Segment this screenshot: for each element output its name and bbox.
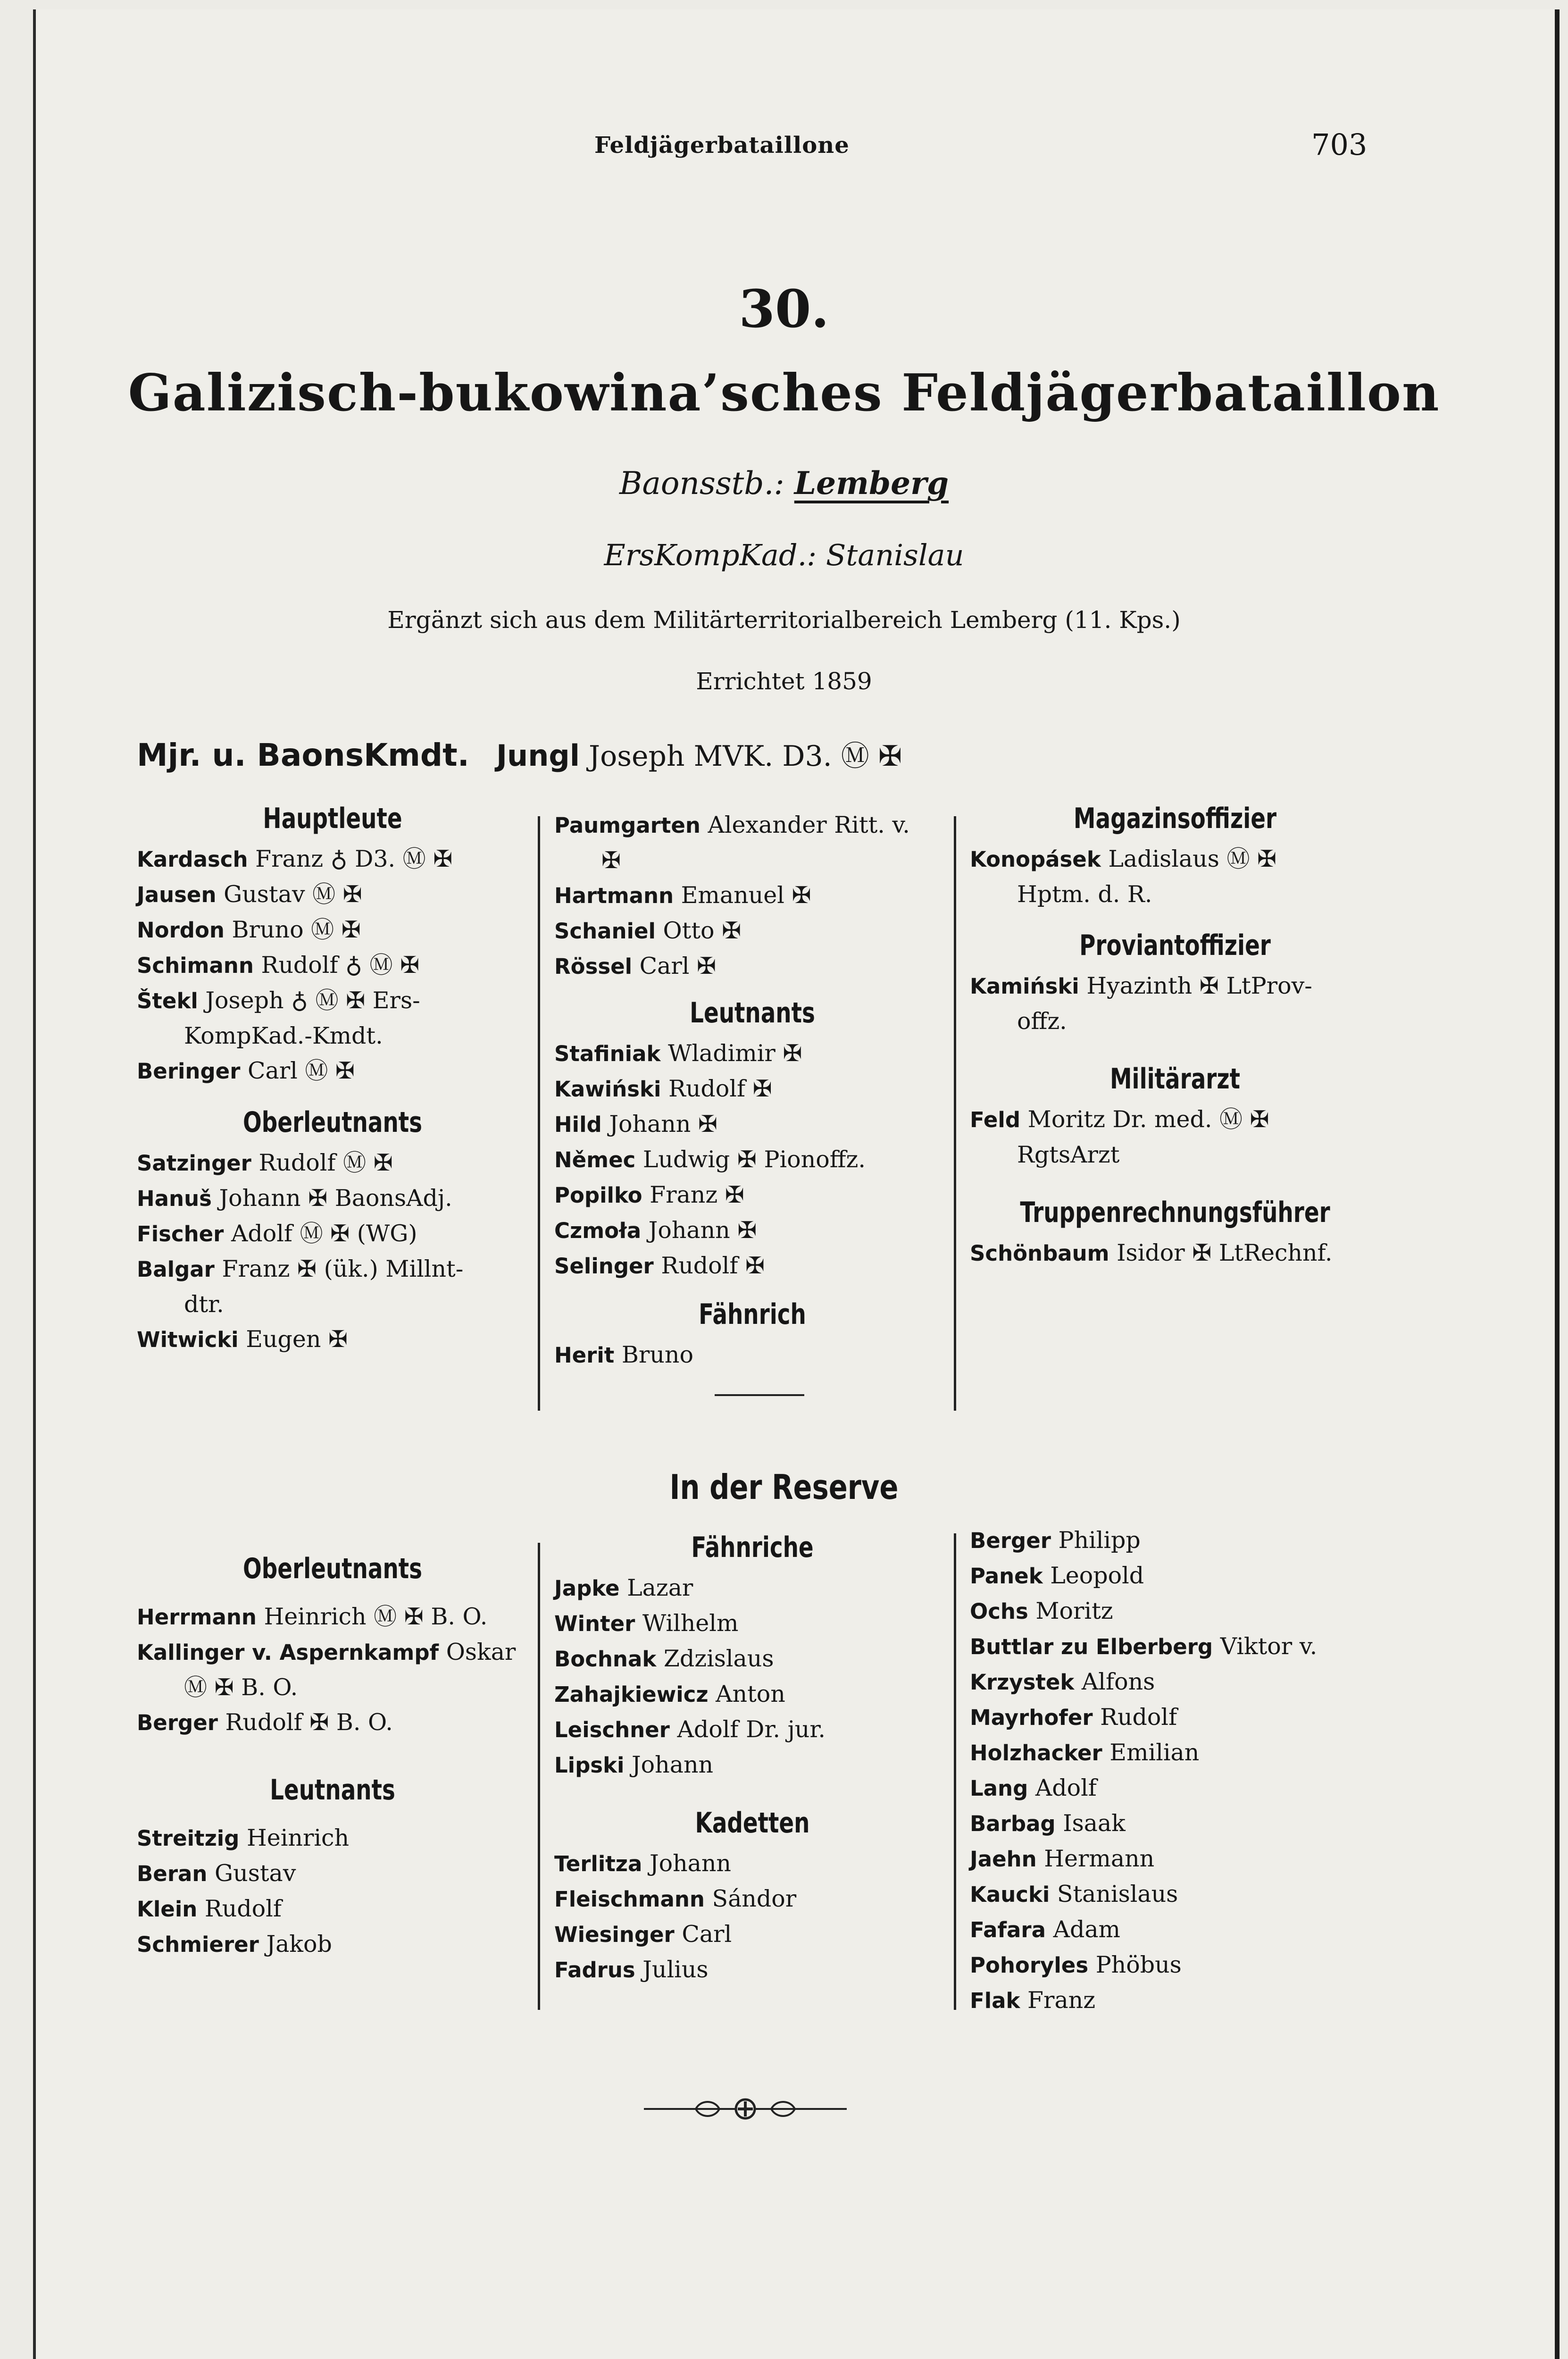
- entry-details: Johann ✠: [648, 1217, 757, 1244]
- entry-details: Franz ♁ D3. Ⓜ ✠: [255, 845, 453, 872]
- entry-details: Bruno: [621, 1341, 693, 1368]
- surname: Herrmann: [137, 1605, 257, 1630]
- surname: Herit: [554, 1343, 615, 1368]
- entry-details: Carl Ⓜ ✠: [247, 1057, 355, 1084]
- reserve-leutnants-list: [137, 1821, 528, 1962]
- surname: Rössel: [554, 954, 633, 979]
- surname: Lipski: [554, 1753, 625, 1778]
- surname: Stafiniak: [554, 1041, 661, 1066]
- reserve-column-1: [137, 1552, 528, 1962]
- surname: Jausen: [137, 882, 217, 907]
- person-entry: [970, 1558, 1394, 1594]
- entry-details: Wilhelm: [642, 1610, 739, 1637]
- surname: Beran: [137, 1861, 208, 1886]
- entry-details: Rudolf ✠: [661, 1252, 765, 1279]
- person-entry: [970, 1877, 1394, 1912]
- entry-details: Rudolf: [1100, 1704, 1177, 1731]
- heading-oberleutnants: Oberleutnants: [242, 1106, 423, 1139]
- surname: Czmoła: [554, 1218, 642, 1243]
- surname: Selinger: [554, 1254, 654, 1279]
- surname: Kallinger v. Aspernkampf: [137, 1640, 439, 1665]
- surname: Schönbaum: [970, 1241, 1109, 1266]
- person-entry: [137, 1705, 528, 1740]
- entry-details: Bruno Ⓜ ✠: [232, 916, 361, 943]
- entry-details: Alexander Ritt. v.: [708, 811, 910, 838]
- person-entry: [970, 1735, 1394, 1771]
- entry-details: Eugen ✠: [246, 1326, 348, 1353]
- surname: Winter: [554, 1611, 635, 1636]
- entry-details: Carl: [682, 1921, 732, 1948]
- entry-details: Moritz Dr. med. Ⓜ ✠: [1027, 1106, 1269, 1133]
- surname: Nordon: [137, 918, 225, 943]
- person-entry: [554, 1952, 951, 1988]
- person-entry: [554, 1142, 951, 1178]
- entry-details: Johann ✠: [609, 1111, 717, 1138]
- person-entry: [137, 1252, 528, 1287]
- surname: Němec: [554, 1147, 636, 1172]
- short-rule: [715, 1394, 804, 1396]
- entry-details: Wladimir ✠: [667, 1040, 802, 1067]
- surname: Leischner: [554, 1717, 670, 1742]
- surname: Paumgarten: [554, 813, 701, 838]
- running-head: Feldjägerbataillone: [594, 132, 850, 159]
- station-name: Lemberg: [794, 465, 949, 502]
- supplement-line: Ergänzt sich aus dem Militärterritorialbereich Lemberg (11. Kps.): [387, 606, 1181, 634]
- entry-continuation: offz.: [1017, 1008, 1067, 1035]
- person-entry: [137, 1599, 528, 1635]
- reserve-title: In der Reserve: [669, 1467, 899, 1507]
- person-entry: [554, 1178, 951, 1213]
- surname: Streitzig: [137, 1826, 240, 1851]
- person-entry: [137, 912, 528, 948]
- person-entry: [554, 1677, 951, 1712]
- person-entry: [554, 1071, 951, 1107]
- person-entry: [137, 1216, 528, 1252]
- person-entry: [137, 842, 528, 877]
- faehnrich-list: [554, 1338, 951, 1373]
- surname: Jaehn: [970, 1847, 1037, 1872]
- surname: Pohoryles: [970, 1953, 1089, 1978]
- person-entry: [970, 1700, 1394, 1735]
- person-entry: [970, 1102, 1380, 1138]
- person-entry: [554, 1036, 951, 1071]
- entry-details: Anton: [716, 1681, 785, 1707]
- active-column-3: [970, 802, 1380, 1271]
- surname: Zahajkiewicz: [554, 1682, 709, 1707]
- person-entry: [970, 1629, 1394, 1665]
- founded-line: Errichtet 1859: [696, 668, 872, 695]
- surname: Feld: [970, 1107, 1021, 1132]
- person-entry: [554, 1606, 951, 1641]
- commander-rank: Mjr. u. BaonsKmdt.: [137, 737, 469, 773]
- entry-details: Viktor v.: [1220, 1633, 1318, 1660]
- entry-details: Rudolf: [204, 1895, 282, 1922]
- surname: Flak: [970, 1988, 1020, 2013]
- heading-faehnrich: Fähnrich: [699, 1298, 806, 1331]
- heading-reserve-leutnants: Leutnants: [270, 1773, 395, 1807]
- proviant-list: [970, 969, 1380, 1039]
- hauptleute-cont-list: [554, 808, 951, 984]
- entry-details: Philipp: [1058, 1527, 1141, 1554]
- reserve-column-2: [554, 1531, 951, 1988]
- heading-truppenrechnungsfuehrer: Truppenrechnungsführer: [1020, 1196, 1330, 1229]
- surname: Balgar: [137, 1257, 215, 1282]
- surname: Barbag: [970, 1811, 1056, 1836]
- heading-proviantoffizier: Proviantoffizier: [1079, 929, 1271, 962]
- surname: Mayrhofer: [970, 1705, 1093, 1730]
- surname: Štekl: [137, 988, 198, 1013]
- page-number: 703: [1311, 127, 1368, 162]
- person-entry: [970, 1983, 1394, 2018]
- reserve-col3-list: [970, 1523, 1394, 2018]
- commander-details: Joseph MVK. D3. Ⓜ ✠: [589, 740, 902, 773]
- person-entry: [554, 1571, 951, 1606]
- person-entry: [970, 1912, 1394, 1948]
- entry-details: Adolf Ⓜ ✠ (WG): [231, 1220, 417, 1247]
- surname: Hanuš: [137, 1186, 212, 1211]
- entry-details: Stanislaus: [1057, 1881, 1178, 1907]
- heading-hauptleute: Hauptleute: [263, 802, 402, 835]
- reserve-station: ErsKompKad.: Stanislau: [604, 538, 964, 572]
- entry-details: Adam: [1053, 1916, 1120, 1943]
- person-entry: [554, 878, 951, 913]
- reserve-column-3: [970, 1523, 1394, 2018]
- person-entry: [970, 1665, 1394, 1700]
- entry-details: Zdzislaus: [663, 1645, 774, 1672]
- entry-details: Julius: [642, 1956, 709, 1983]
- person-entry: [970, 842, 1380, 877]
- surname: Krzystek: [970, 1670, 1075, 1695]
- entry-continuation: Hptm. d. R.: [1017, 881, 1152, 908]
- reserve-kadetten-list: [554, 1846, 951, 1988]
- heading-magazinsoffizier: Magazinsoffizier: [1073, 802, 1277, 835]
- entry-details: Oskar: [446, 1639, 516, 1665]
- person-entry: [137, 1927, 528, 1962]
- entry-details: Emilian: [1109, 1739, 1200, 1766]
- active-column-2: [554, 808, 951, 1373]
- oberleutnants-list: [137, 1146, 528, 1357]
- person-entry: [137, 1635, 528, 1670]
- person-entry: [970, 1841, 1394, 1877]
- person-entry: [554, 1917, 951, 1952]
- surname: Konopásek: [970, 847, 1101, 872]
- entry-details: Franz ✠ (ük.) Millnt-: [222, 1255, 464, 1282]
- heading-reserve-faehnriche: Fähnriche: [691, 1531, 814, 1564]
- surname: Kaucki: [970, 1882, 1050, 1907]
- surname: Witwicki: [137, 1327, 239, 1352]
- person-entry: [554, 1338, 951, 1373]
- entry-details: Johann ✠ BaonsAdj.: [219, 1185, 452, 1212]
- person-entry: [554, 808, 951, 843]
- surname: Beringer: [137, 1059, 241, 1084]
- leutnants-list: [554, 1036, 951, 1284]
- entry-details: Hermann: [1044, 1845, 1155, 1872]
- main-title: Galizisch-bukowina’sches Feldjägerbataillon: [128, 363, 1440, 423]
- entry-details: Adolf Dr. jur.: [677, 1716, 826, 1743]
- active-column-1: [137, 802, 528, 1357]
- entry-details: Jakob: [266, 1931, 332, 1957]
- entry-details: Heinrich Ⓜ ✠ B. O.: [264, 1603, 488, 1630]
- entry-continuation: dtr.: [184, 1291, 224, 1318]
- entry-details: Isidor ✠ LtRechnf.: [1117, 1239, 1333, 1266]
- reserve-oberleutnants-list: [137, 1599, 528, 1740]
- person-entry: [137, 1146, 528, 1181]
- surname: Popilko: [554, 1183, 642, 1208]
- hauptleute-list: [137, 842, 528, 1089]
- commander-surname: Jungl: [496, 738, 580, 773]
- surname: Berger: [137, 1710, 218, 1735]
- entry-details: Leopold: [1050, 1562, 1144, 1589]
- surname: Panek: [970, 1564, 1043, 1589]
- person-entry: [137, 983, 528, 1019]
- entry-details: Franz: [1027, 1987, 1096, 2014]
- surname: Klein: [137, 1897, 198, 1922]
- person-entry: [970, 1236, 1380, 1271]
- entry-continuation: ✠: [601, 847, 621, 874]
- person-entry: [554, 1748, 951, 1783]
- surname: Holzhacker: [970, 1740, 1102, 1765]
- rechnung-list: [970, 1236, 1380, 1271]
- entry-details: Rudolf ✠: [668, 1075, 772, 1102]
- surname: Japke: [554, 1576, 620, 1601]
- surname: Berger: [970, 1528, 1051, 1553]
- entry-details: Sándor: [712, 1885, 797, 1912]
- station-label: Baonsstb.:: [619, 465, 784, 502]
- person-entry: [554, 913, 951, 949]
- person-entry: [970, 1806, 1394, 1841]
- person-entry: [970, 1948, 1394, 1983]
- entry-details: Gustav: [215, 1860, 296, 1887]
- entry-continuation: KompKad.-Kmdt.: [184, 1022, 383, 1049]
- arzt-list: [970, 1102, 1380, 1172]
- entry-details: Adolf: [1035, 1774, 1097, 1801]
- entry-details: Rudolf ✠ B. O.: [225, 1709, 393, 1736]
- entry-details: Ladislaus Ⓜ ✠: [1108, 845, 1277, 872]
- surname: Kawiński: [554, 1077, 661, 1102]
- person-entry: [970, 1594, 1394, 1629]
- heading-reserve-kadetten: Kadetten: [695, 1807, 810, 1840]
- person-entry: [554, 949, 951, 984]
- surname: Terlitza: [554, 1851, 642, 1876]
- heading-reserve-oberleutnants: Oberleutnants: [242, 1552, 423, 1585]
- column-divider: [538, 816, 540, 1411]
- surname: Schimann: [137, 953, 254, 978]
- heading-leutnants: Leutnants: [690, 996, 815, 1029]
- entry-details: Rudolf Ⓜ ✠: [259, 1149, 393, 1176]
- entry-details: Carl ✠: [639, 953, 717, 979]
- person-entry: [137, 1856, 528, 1891]
- person-entry: [554, 1641, 951, 1677]
- entry-details: Ludwig ✠ Pionoffz.: [642, 1146, 866, 1173]
- surname: Hild: [554, 1112, 602, 1137]
- reserve-faehnriche-list: [554, 1571, 951, 1783]
- surname: Fleischmann: [554, 1887, 705, 1912]
- entry-details: Rudolf ♁ Ⓜ ✠: [261, 952, 420, 979]
- person-entry: [137, 1322, 528, 1357]
- magazin-list: [970, 842, 1380, 912]
- person-entry: [970, 1523, 1394, 1558]
- person-entry: [137, 877, 528, 912]
- surname: Bochnak: [554, 1647, 657, 1672]
- person-entry: [137, 1821, 528, 1856]
- person-entry: [137, 948, 528, 983]
- entry-continuation: Ⓜ ✠ B. O.: [184, 1674, 298, 1701]
- entry-details: Johann: [632, 1751, 714, 1778]
- person-entry: [970, 969, 1380, 1004]
- entry-details: Alfons: [1081, 1668, 1155, 1695]
- surname: Wiesinger: [554, 1922, 675, 1947]
- entry-continuation: RgtsArzt: [1017, 1141, 1120, 1168]
- person-entry: [554, 1712, 951, 1748]
- surname: Hartmann: [554, 883, 674, 908]
- person-entry: [554, 1846, 951, 1882]
- person-entry: [554, 1107, 951, 1142]
- surname: Schmierer: [137, 1932, 259, 1957]
- entry-details: Emanuel ✠: [681, 882, 811, 909]
- entry-details: Isaak: [1063, 1810, 1126, 1837]
- surname: Fischer: [137, 1221, 224, 1246]
- person-entry: [137, 1181, 528, 1216]
- entry-details: Heinrich: [246, 1824, 350, 1851]
- entry-details: Phöbus: [1095, 1951, 1182, 1978]
- surname: Kardasch: [137, 847, 248, 872]
- entry-details: Joseph ♁ Ⓜ ✠ Ers-: [205, 987, 420, 1014]
- surname: Kamiński: [970, 974, 1079, 999]
- surname: Ochs: [970, 1599, 1028, 1624]
- entry-details: Lazar: [627, 1574, 693, 1601]
- person-entry: [554, 1248, 951, 1284]
- heading-militaerarzt: Militärarzt: [1109, 1062, 1240, 1096]
- entry-details: Otto ✠: [663, 917, 742, 944]
- entry-details: Gustav Ⓜ ✠: [224, 881, 362, 908]
- ornament-divider: [644, 2095, 847, 2123]
- surname: Schaniel: [554, 919, 656, 944]
- person-entry: [554, 1882, 951, 1917]
- entry-details: Moritz: [1035, 1598, 1113, 1624]
- surname: Lang: [970, 1776, 1028, 1801]
- person-entry: [137, 1891, 528, 1927]
- person-entry: [137, 1054, 528, 1089]
- battalion-station: [0, 465, 1568, 502]
- commander-line: [137, 734, 902, 774]
- person-entry: [970, 1771, 1394, 1806]
- section-number: 30.: [739, 278, 829, 339]
- entry-details: Hyazinth ✠ LtProv-: [1086, 972, 1312, 999]
- person-entry: [554, 1213, 951, 1248]
- column-divider: [954, 816, 956, 1411]
- column-divider: [538, 1543, 540, 2010]
- entry-details: Franz ✠: [650, 1181, 744, 1208]
- entry-details: Johann: [649, 1850, 731, 1877]
- surname: Fadrus: [554, 1957, 635, 1983]
- surname: Satzinger: [137, 1151, 251, 1176]
- surname: Fafara: [970, 1917, 1046, 1942]
- column-divider: [954, 1533, 956, 2010]
- surname: Buttlar zu Elberberg: [970, 1634, 1213, 1659]
